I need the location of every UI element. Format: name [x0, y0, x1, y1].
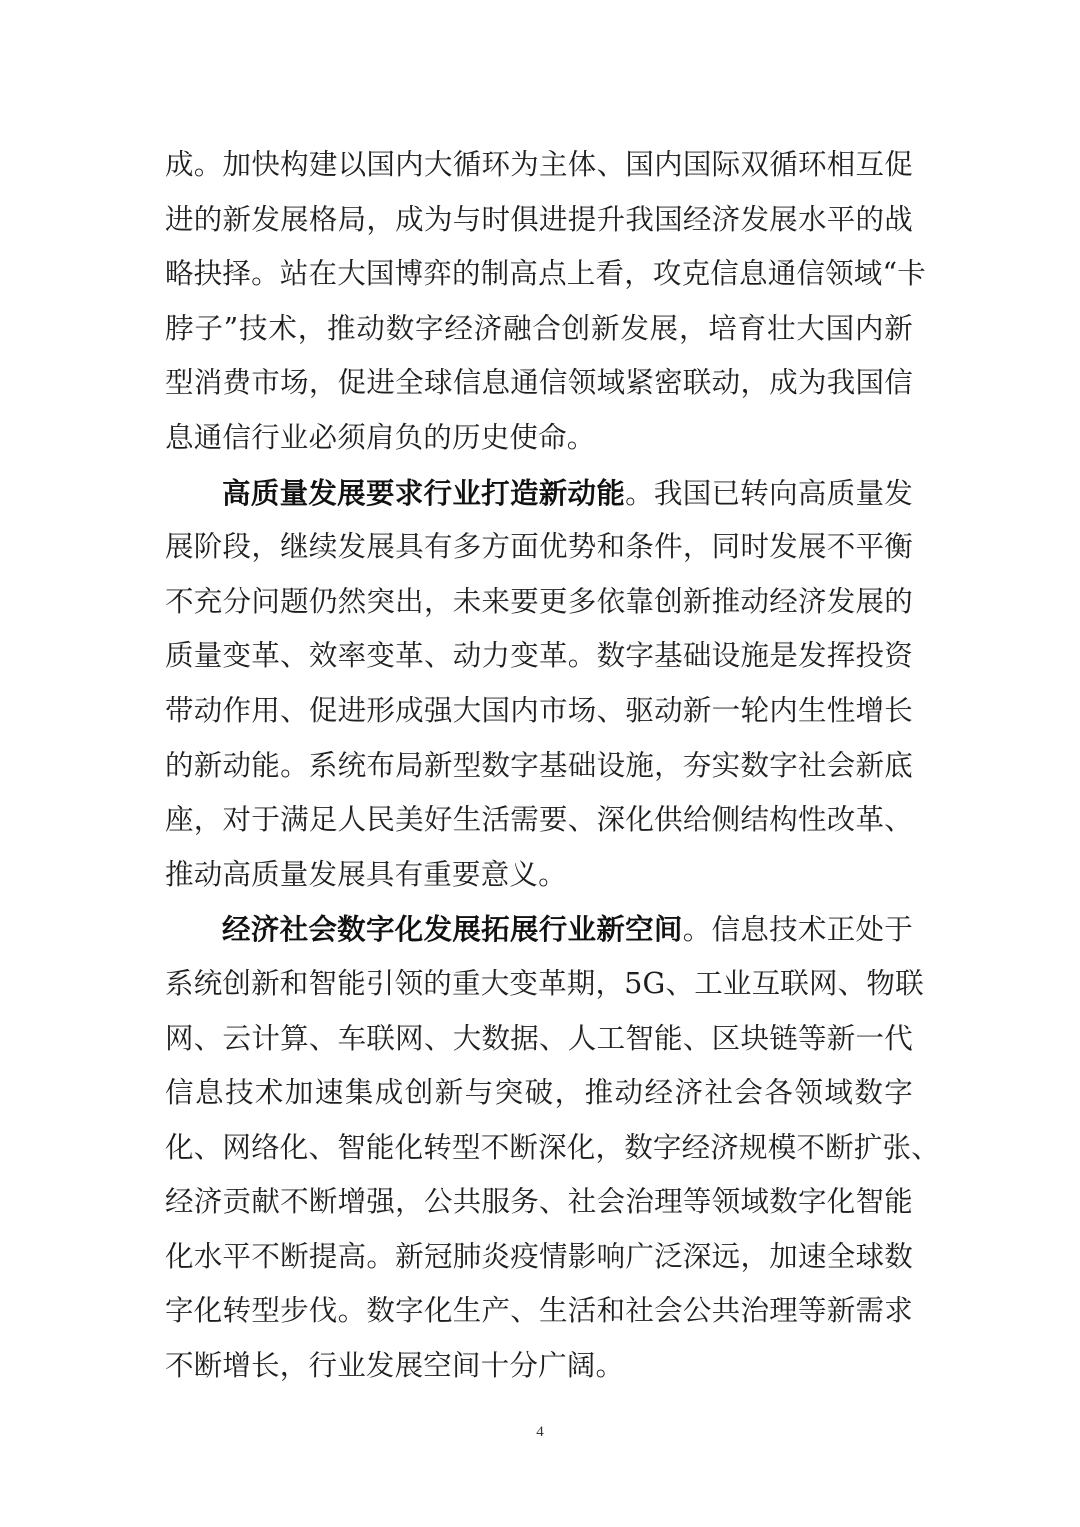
text-line	[165, 902, 913, 957]
text-line: 信息技术加速集成创新与突破，推动经济社会各领域数字	[165, 1076, 913, 1110]
text-line: 系统创新和智能引领的重大变革期，5G、工业互联网、物联	[165, 966, 924, 1000]
paragraph-heading: 高质量发展要求行业打造新动能	[222, 475, 626, 510]
text-line: 不充分问题仍然突出，未来要更多依靠创新推动经济发展的	[165, 584, 913, 618]
text-line: 型消费市场，促进全球信息通信领域紧密联动，成为我国信	[165, 366, 913, 400]
paragraph-heading: 经济社会数字化发展拓展行业新空间	[222, 912, 683, 947]
text-line: 不断增长，行业发展空间十分广阔。	[165, 1349, 625, 1383]
text-run: 。信息技术正处于	[682, 913, 914, 947]
text-line: 的新动能。系统布局新型数字基础设施，夯实数字社会新底	[165, 748, 913, 782]
text-line: 质量变革、效率变革、动力变革。数字基础设施是发挥投资	[165, 639, 913, 673]
text-line: 带动作用、促进形成强大国内市场、驱动新一轮内生性增长	[165, 693, 913, 727]
text-line: 座，对于满足人民美好生活需要、深化供给侧结构性改革、	[165, 803, 913, 837]
paragraph-1	[165, 138, 925, 466]
paragraph-3	[165, 902, 940, 1393]
text-line: 字化转型步伐。数字化生产、生活和社会公共治理等新需求	[165, 1294, 913, 1328]
text-line: 网、云计算、车联网、大数据、人工智能、区块链等新一代	[165, 1021, 913, 1055]
text-run: 。我国已转向高质量发	[625, 476, 913, 510]
text-line: 息通信行业必须肩负的历史使命。	[165, 420, 596, 454]
text-line: 化、网络化、智能化转型不断深化，数字经济规模不断扩张、	[165, 1130, 940, 1164]
text-line: 进的新发展格局，成为与时俱进提升我国经济发展水平的战	[165, 202, 913, 236]
body-text	[165, 138, 940, 1394]
text-line: 略抉择。站在大国博弈的制高点上看，攻克信息通信领域“卡	[165, 257, 926, 291]
page-number: 4	[536, 1424, 544, 1440]
text-line: 化水平不断提高。新冠肺炎疫情影响广泛深远，加速全球数	[165, 1239, 913, 1273]
text-line: 展阶段，继续发展具有多方面优势和条件，同时发展不平衡	[165, 530, 913, 564]
text-line	[165, 466, 913, 521]
text-line: 脖子”技术，推动数字经济融合创新发展，培育壮大国内新	[165, 311, 913, 345]
text-line: 成。加快构建以国内大循环为主体、国内国际双循环相互促	[165, 148, 913, 181]
text-line: 经济贡献不断增强，公共服务、社会治理等领域数字化智能	[165, 1185, 913, 1219]
text-line: 推动高质量发展具有重要意义。	[165, 857, 567, 891]
paragraph-2	[165, 466, 925, 903]
